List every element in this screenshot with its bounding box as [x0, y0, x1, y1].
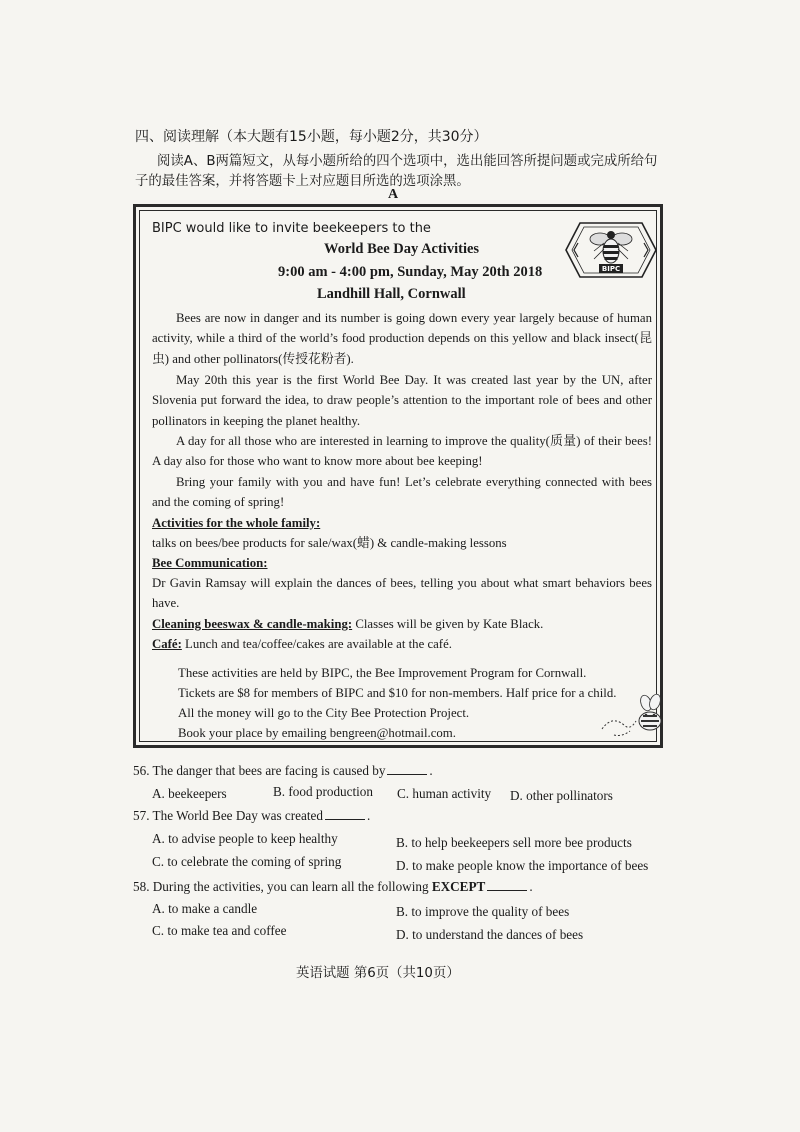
activities-heading: Activities for the whole family:: [152, 516, 321, 530]
page-footer: 英语试题 第6页（共10页）: [296, 966, 460, 981]
option-57-b: B. to help beekeepers sell more bee products: [396, 835, 632, 850]
option-57-a: A. to advise people to keep healthy: [152, 831, 338, 846]
option-56-d: D. other pollinators: [510, 788, 613, 803]
section-header: 四、阅读理解（本大题有15小题，每小题2分，共30分）: [135, 129, 488, 145]
question-58: [133, 879, 533, 895]
cleaning-text: Classes will be given by Kate Black.: [352, 617, 544, 631]
event-title: World Bee Day Activities: [324, 241, 480, 257]
question-57-end: .: [366, 808, 371, 823]
option-56-c: C. human activity: [397, 786, 492, 801]
answer-blank: [325, 808, 365, 820]
question-56-end: .: [429, 763, 433, 778]
option-58-c: C. to make tea and coffee: [152, 923, 287, 938]
info-line-1: These activities are held by BIPC, the Bee Improvement Program for Cornwall.: [178, 666, 587, 680]
communication-heading-line: [152, 553, 652, 573]
bipc-bee-logo-icon: [564, 221, 658, 279]
activities-heading-line: [152, 513, 652, 533]
communication-text: Dr Gavin Ramsay will explain the dances of bees, telling you about what smart behaviors bees have.: [152, 576, 652, 611]
option-58-d: D. to understand the dances of bees: [396, 927, 584, 942]
cafe-heading: Café:: [152, 637, 182, 651]
event-place: Landhill Hall, Cornwall: [317, 286, 466, 302]
ad-invite-line: BIPC would like to invite beekeepers to the: [152, 221, 431, 236]
cleaning-line: [152, 614, 652, 634]
advertisement-inner-border: [139, 210, 657, 742]
cafe-text: Lunch and tea/coffee/cakes are available at the café.: [181, 637, 452, 651]
option-58-b: B. to improve the quality of bees: [396, 904, 570, 919]
answer-blank: [487, 879, 527, 891]
question-58-emphasis: EXCEPT: [431, 879, 486, 894]
cafe-line: [152, 634, 652, 654]
instruction-line-2: 子的最佳答案，并将答题卡上对应题目所选的选项涂黑。: [135, 174, 470, 189]
option-56-a: A. beekeepers: [152, 786, 227, 801]
option-58-a: A. to make a candle: [152, 901, 258, 916]
ad-paragraph-4: Bring your family with you and have fun! Let’s celebrate everything connected with bees and the coming of spring!: [152, 475, 652, 510]
activities-text: talks on bees/bee products for sale/wax(蜡) & candle-making lessons: [152, 536, 507, 550]
logo-text: BIPC: [601, 265, 621, 273]
ad-paragraph-3: A day for all those who are interested in learning to improve the quality(质量) of their bees! A day also for those who want to know more about bee keeping!: [152, 434, 652, 469]
question-58-end: .: [529, 879, 533, 894]
question-57: [133, 808, 370, 824]
answer-blank: [387, 763, 427, 775]
passage-letter: A: [388, 187, 399, 202]
flying-bee-icon: [600, 691, 666, 739]
option-56-b: B. food production: [273, 784, 373, 799]
info-line-2: Tickets are $8 for members of BIPC and $10 for non-members. Half price for a child.: [178, 686, 617, 700]
ad-paragraph-1: Bees are now in danger and its number is going down every year largely because of human activity, while a third of the world’s food production depends on this yellow and black insect(昆虫) and other pollinators(传授花粉者).: [152, 311, 652, 366]
question-58-stem: 58. During the activities, you can learn all the following: [133, 879, 429, 894]
ad-paragraph-2: May 20th this year is the first World Bee Day. It was created last year by the UN, after Slovenia put forward the idea, to draw people’s attention to the important role of bees and other pollinators in keeping the planet healthy.: [152, 373, 652, 428]
event-time: 9:00 am - 4:00 pm, Sunday, May 20th 2018: [278, 264, 543, 280]
info-line-3: All the money will go to the City Bee Protection Project.: [178, 706, 470, 720]
cleaning-heading: Cleaning beeswax & candle-making:: [152, 617, 353, 631]
info-line-4: Book your place by emailing bengreen@hotmail.com.: [178, 726, 456, 740]
communication-heading: Bee Communication:: [152, 556, 268, 570]
option-57-d: D. to make people know the importance of bees: [396, 858, 649, 873]
advertisement-box: [133, 204, 663, 748]
question-56: [133, 763, 433, 779]
question-56-stem: 56. The danger that bees are facing is caused by: [133, 763, 386, 778]
option-57-c: C. to celebrate the coming of spring: [152, 854, 342, 869]
question-57-stem: 57. The World Bee Day was created: [133, 808, 323, 823]
instruction-line-1: 阅读A、B两篇短文，从每小题所给的四个选项中，选出能回答所提问题或完成所给句: [157, 154, 658, 169]
